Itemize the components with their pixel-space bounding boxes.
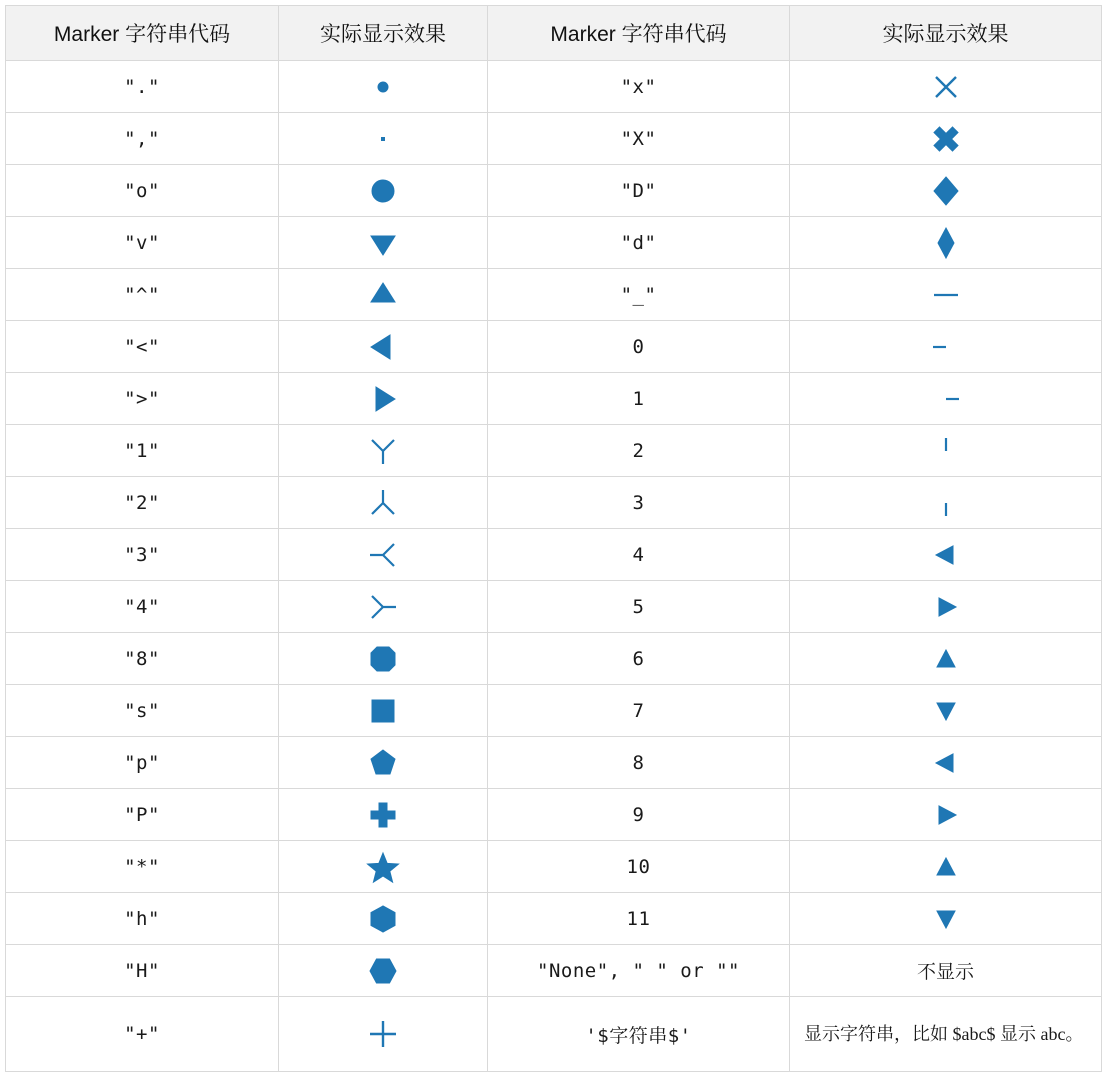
pixel-icon xyxy=(279,119,487,159)
marker-display-right xyxy=(790,581,1102,633)
marker-code-right: 5 xyxy=(488,581,790,633)
circle-icon xyxy=(279,171,487,211)
marker-code-left: "v" xyxy=(6,217,279,269)
tickdown-icon xyxy=(790,483,1101,523)
marker-display-left xyxy=(279,217,488,269)
marker-code-left: "h" xyxy=(6,893,279,945)
marker-code-right: "X" xyxy=(488,113,790,165)
marker-code-left: "4" xyxy=(6,581,279,633)
table-row xyxy=(6,113,1102,165)
marker-display-right xyxy=(790,165,1102,217)
marker-code-left: "1" xyxy=(6,425,279,477)
x-filled-icon xyxy=(790,119,1101,159)
marker-display-left xyxy=(279,737,488,789)
marker-display-right xyxy=(790,789,1102,841)
caretdown-icon xyxy=(790,691,1101,731)
table-body xyxy=(6,61,1102,1072)
marker-code-right: 8 xyxy=(488,737,790,789)
point-icon xyxy=(279,67,487,107)
marker-code-left: "<" xyxy=(6,321,279,373)
marker-display-left xyxy=(279,269,488,321)
marker-display-left xyxy=(279,373,488,425)
caretup-icon xyxy=(790,639,1101,679)
marker-reference-table xyxy=(5,5,1102,1072)
marker-display-right xyxy=(790,737,1102,789)
marker-code-right: 10 xyxy=(488,841,790,893)
marker-display-right xyxy=(790,893,1102,945)
marker-code-right: "D" xyxy=(488,165,790,217)
tri-down-icon xyxy=(279,431,487,471)
table-row xyxy=(6,217,1102,269)
marker-display-left xyxy=(279,425,488,477)
marker-code-right: "None", " " or "" xyxy=(488,945,790,997)
marker-display-right xyxy=(790,945,1102,997)
triangle-right-icon xyxy=(279,379,487,419)
thin-diamond-icon xyxy=(790,223,1101,263)
marker-code-left: "*" xyxy=(6,841,279,893)
table-row xyxy=(6,633,1102,685)
marker-display-right xyxy=(790,997,1102,1072)
tri-up-icon xyxy=(279,483,487,523)
table-header-row xyxy=(6,6,1102,61)
marker-display-left xyxy=(279,165,488,217)
tickup-icon xyxy=(790,431,1101,471)
marker-display-left xyxy=(279,685,488,737)
marker-display-right xyxy=(790,529,1102,581)
hline-icon xyxy=(790,275,1101,315)
triangle-left-icon xyxy=(279,327,487,367)
star-icon xyxy=(279,847,487,887)
marker-display-left xyxy=(279,581,488,633)
marker-display-right xyxy=(790,217,1102,269)
marker-code-left: "s" xyxy=(6,685,279,737)
caretleft-icon xyxy=(790,535,1101,575)
square-icon xyxy=(279,691,487,731)
marker-code-left: "^" xyxy=(6,269,279,321)
table-row xyxy=(6,997,1102,1072)
marker-code-right: 11 xyxy=(488,893,790,945)
header-marker-code-right: Marker 字符串代码 xyxy=(488,6,790,61)
marker-display-right xyxy=(790,425,1102,477)
marker-display-left xyxy=(279,789,488,841)
marker-display-right xyxy=(790,633,1102,685)
marker-code-right: 1 xyxy=(488,373,790,425)
marker-code-left: "+" xyxy=(6,997,279,1072)
table-row xyxy=(6,373,1102,425)
marker-display-right xyxy=(790,269,1102,321)
table-row xyxy=(6,685,1102,737)
marker-code-left: "." xyxy=(6,61,279,113)
header-marker-code-left: Marker 字符串代码 xyxy=(6,6,279,61)
hexagon1-icon xyxy=(279,899,487,939)
marker-display-right xyxy=(790,113,1102,165)
marker-code-right: 4 xyxy=(488,529,790,581)
pentagon-icon xyxy=(279,743,487,783)
hexagon2-icon xyxy=(279,951,487,991)
marker-code-right: 2 xyxy=(488,425,790,477)
marker-code-right: 6 xyxy=(488,633,790,685)
marker-display-left xyxy=(279,113,488,165)
caretdown-base-icon xyxy=(790,899,1101,939)
tri-right-icon xyxy=(279,587,487,627)
marker-display-left xyxy=(279,477,488,529)
marker-display-left xyxy=(279,997,488,1072)
marker-display-right xyxy=(790,373,1102,425)
marker-code-right: '$字符串$' xyxy=(488,997,790,1072)
marker-display-left xyxy=(279,945,488,997)
display-note: 显示字符串，比如 $abc$ 显示 abc。 xyxy=(804,1023,1084,1044)
marker-code-right: "d" xyxy=(488,217,790,269)
marker-display-right xyxy=(790,321,1102,373)
tri-left-icon xyxy=(279,535,487,575)
marker-display-right xyxy=(790,61,1102,113)
marker-code-right: 9 xyxy=(488,789,790,841)
tickright-icon xyxy=(790,379,1101,419)
marker-display-left xyxy=(279,529,488,581)
octagon-icon xyxy=(279,639,487,679)
table-row xyxy=(6,477,1102,529)
header-display-right: 实际显示效果 xyxy=(790,6,1102,61)
table-row xyxy=(6,841,1102,893)
marker-code-left: ">" xyxy=(6,373,279,425)
table-row xyxy=(6,269,1102,321)
table-row xyxy=(6,321,1102,373)
display-note: 不显示 xyxy=(916,962,974,983)
marker-code-right: 0 xyxy=(488,321,790,373)
table-row xyxy=(6,165,1102,217)
table-row xyxy=(6,529,1102,581)
marker-display-left xyxy=(279,321,488,373)
marker-code-left: "8" xyxy=(6,633,279,685)
caretright-base-icon xyxy=(790,795,1101,835)
marker-display-left xyxy=(279,893,488,945)
marker-code-left: "H" xyxy=(6,945,279,997)
caretup-base-icon xyxy=(790,847,1101,887)
table-row xyxy=(6,737,1102,789)
marker-code-right: 3 xyxy=(488,477,790,529)
marker-code-right: "x" xyxy=(488,61,790,113)
table-row xyxy=(6,789,1102,841)
triangle-up-icon xyxy=(279,275,487,315)
x-thin-icon xyxy=(790,67,1101,107)
marker-display-right xyxy=(790,477,1102,529)
triangle-down-icon xyxy=(279,223,487,263)
plus-filled-icon xyxy=(279,795,487,835)
marker-code-left: "P" xyxy=(6,789,279,841)
marker-code-right: 7 xyxy=(488,685,790,737)
table-row xyxy=(6,61,1102,113)
marker-code-left: "3" xyxy=(6,529,279,581)
marker-code-left: "p" xyxy=(6,737,279,789)
caretright-icon xyxy=(790,587,1101,627)
marker-code-left: "2" xyxy=(6,477,279,529)
tickleft-icon xyxy=(790,327,1101,367)
caretleft-base-icon xyxy=(790,743,1101,783)
marker-code-left: "," xyxy=(6,113,279,165)
marker-display-left xyxy=(279,841,488,893)
table-row xyxy=(6,581,1102,633)
marker-display-right xyxy=(790,685,1102,737)
table-row xyxy=(6,945,1102,997)
plus-thin-icon xyxy=(279,1014,487,1054)
table-row xyxy=(6,893,1102,945)
marker-display-left xyxy=(279,633,488,685)
header-display-left: 实际显示效果 xyxy=(279,6,488,61)
marker-code-left: "o" xyxy=(6,165,279,217)
marker-display-left xyxy=(279,61,488,113)
marker-display-right xyxy=(790,841,1102,893)
marker-code-right: "_" xyxy=(488,269,790,321)
table-row xyxy=(6,425,1102,477)
diamond-icon xyxy=(790,171,1101,211)
